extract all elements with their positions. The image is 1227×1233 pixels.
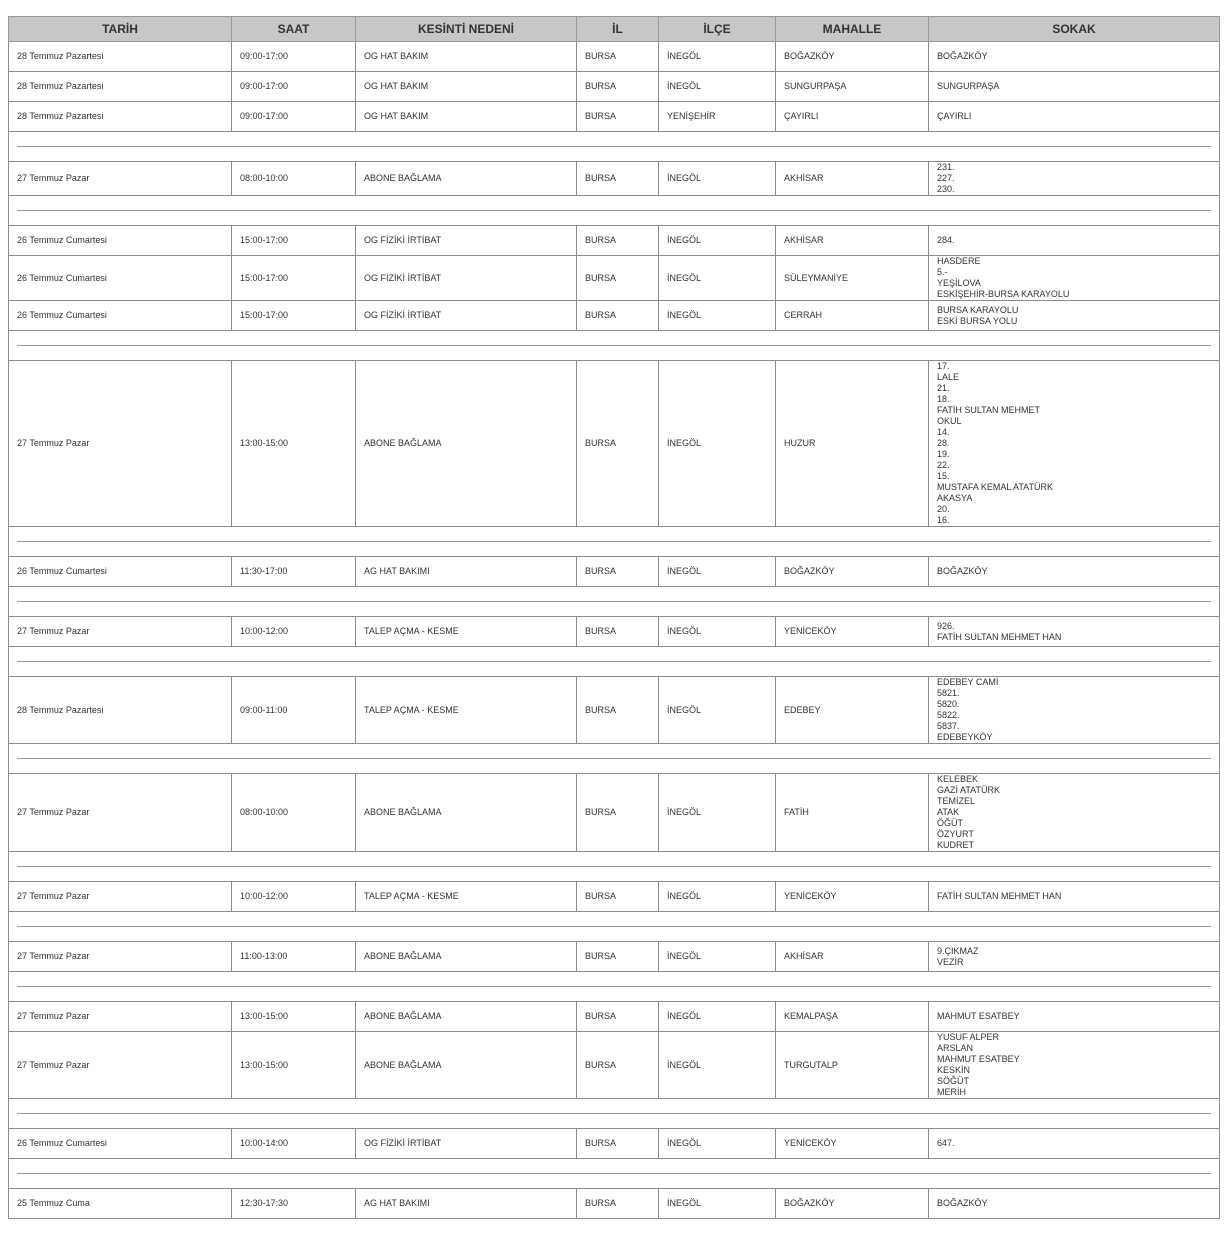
cell-il: BURSA <box>577 774 659 852</box>
cell-saat: 11:00-13:00 <box>232 942 356 972</box>
cell-mahalle: BOĞAZKÖY <box>776 42 929 72</box>
cell-tarih: 26 Temmuz Cumartesi <box>9 256 232 301</box>
cell-mahalle: EDEBEY <box>776 677 929 744</box>
cell-tarih: 28 Temmuz Pazartesi <box>9 42 232 72</box>
street-name: MAHMUT ESATBEY <box>937 1054 1020 1064</box>
cell-mahalle: YENİCEKÖY <box>776 1129 929 1159</box>
cell-sokak <box>929 1032 1220 1099</box>
street-name: MERİH <box>937 1087 966 1097</box>
street-name: ARSLAN <box>937 1043 974 1053</box>
cell-il: BURSA <box>577 226 659 256</box>
cell-sokak <box>929 557 1220 587</box>
separator-row <box>9 587 1220 617</box>
street-name: EDEBEY CAMİ <box>937 677 999 687</box>
cell-sokak <box>929 1002 1220 1032</box>
separator-cell <box>9 587 1220 617</box>
cell-saat: 10:00-12:00 <box>232 882 356 912</box>
separator-cell <box>9 647 1220 677</box>
cell-mahalle: HUZUR <box>776 361 929 527</box>
header-mahalle: MAHALLE <box>776 17 929 42</box>
street-name: 22. <box>937 460 950 470</box>
separator-cell <box>9 1099 1220 1129</box>
cell-sokak <box>929 72 1220 102</box>
cell-kesinti-nedeni: ABONE BAĞLAMA <box>356 162 577 196</box>
cell-ilce: İNEGÖL <box>659 677 776 744</box>
cell-mahalle: BOĞAZKÖY <box>776 557 929 587</box>
street-name: 227. <box>937 173 955 183</box>
street-name: ÖĞÜT <box>937 818 963 828</box>
cell-kesinti-nedeni: OG FİZİKİ İRTİBAT <box>356 301 577 331</box>
cell-tarih: 26 Temmuz Cumartesi <box>9 1129 232 1159</box>
separator-row <box>9 972 1220 1002</box>
cell-ilce: İNEGÖL <box>659 72 776 102</box>
cell-sokak <box>929 102 1220 132</box>
table-row <box>9 617 1220 647</box>
cell-kesinti-nedeni: ABONE BAĞLAMA <box>356 361 577 527</box>
street-name: FATİH SULTAN MEHMET HAN <box>937 891 1062 901</box>
table-row <box>9 1189 1220 1219</box>
street-name: 5822. <box>937 710 960 720</box>
header-sokak: SOKAK <box>929 17 1220 42</box>
cell-il: BURSA <box>577 102 659 132</box>
cell-kesinti-nedeni: ABONE BAĞLAMA <box>356 774 577 852</box>
cell-sokak <box>929 301 1220 331</box>
separator-line <box>17 1113 1211 1114</box>
cell-kesinti-nedeni: ABONE BAĞLAMA <box>356 1032 577 1099</box>
cell-sokak <box>929 361 1220 527</box>
cell-mahalle: SUNGURPAŞA <box>776 72 929 102</box>
cell-ilce: İNEGÖL <box>659 1189 776 1219</box>
cell-tarih: 28 Temmuz Pazartesi <box>9 72 232 102</box>
street-name: TEMİZEL <box>937 796 976 806</box>
cell-sokak <box>929 226 1220 256</box>
cell-tarih: 26 Temmuz Cumartesi <box>9 226 232 256</box>
street-name: 5821. <box>937 688 960 698</box>
cell-sokak <box>929 882 1220 912</box>
separator-row <box>9 527 1220 557</box>
table-row <box>9 1032 1220 1099</box>
cell-ilce: İNEGÖL <box>659 256 776 301</box>
street-name: SUNGURPAŞA <box>937 81 1000 91</box>
cell-saat: 13:00-15:00 <box>232 1002 356 1032</box>
table-row <box>9 882 1220 912</box>
cell-sokak <box>929 1189 1220 1219</box>
cell-sokak <box>929 42 1220 72</box>
cell-mahalle: AKHİSAR <box>776 942 929 972</box>
cell-saat: 09:00-11:00 <box>232 677 356 744</box>
separator-line <box>17 541 1211 542</box>
cell-mahalle: TURGUTALP <box>776 1032 929 1099</box>
cell-il: BURSA <box>577 162 659 196</box>
separator-line <box>17 146 1211 147</box>
cell-sokak <box>929 774 1220 852</box>
cell-tarih: 27 Temmuz Pazar <box>9 162 232 196</box>
street-name: 5.- <box>937 267 948 277</box>
cell-kesinti-nedeni: OG FİZİKİ İRTİBAT <box>356 256 577 301</box>
cell-kesinti-nedeni: OG HAT BAKIM <box>356 72 577 102</box>
cell-ilce: İNEGÖL <box>659 1032 776 1099</box>
street-name: SÖĞÜT <box>937 1076 970 1086</box>
cell-ilce: İNEGÖL <box>659 942 776 972</box>
street-name: LALE <box>937 372 960 382</box>
table-row <box>9 42 1220 72</box>
street-name: 231. <box>937 162 955 172</box>
header-kesinti-nedeni: KESİNTİ NEDENİ <box>356 17 577 42</box>
street-name: 9.ÇIKMAZ <box>937 945 979 956</box>
cell-ilce: İNEGÖL <box>659 361 776 527</box>
cell-tarih: 27 Temmuz Pazar <box>9 882 232 912</box>
cell-kesinti-nedeni: TALEP AÇMA - KESME <box>356 617 577 647</box>
cell-il: BURSA <box>577 1002 659 1032</box>
cell-saat: 12:30-17:30 <box>232 1189 356 1219</box>
table-row <box>9 1129 1220 1159</box>
street-name: MAHMUT ESATBEY <box>937 1011 1020 1021</box>
street-name: VEZİR <box>937 956 964 967</box>
separator-row <box>9 331 1220 361</box>
cell-tarih: 28 Temmuz Pazartesi <box>9 102 232 132</box>
cell-tarih: 27 Temmuz Pazar <box>9 617 232 647</box>
cell-tarih: 28 Temmuz Pazartesi <box>9 677 232 744</box>
table-row <box>9 774 1220 852</box>
cell-il: BURSA <box>577 617 659 647</box>
cell-il: BURSA <box>577 1032 659 1099</box>
cell-tarih: 27 Temmuz Pazar <box>9 1002 232 1032</box>
street-name: OKUL <box>937 416 962 426</box>
cell-ilce: İNEGÖL <box>659 1129 776 1159</box>
street-name: FATİH SULTAN MEHMET HAN <box>937 631 1062 642</box>
separator-cell <box>9 972 1220 1002</box>
separator-line <box>17 1173 1211 1174</box>
street-name: 647. <box>937 1138 955 1148</box>
cell-tarih: 27 Temmuz Pazar <box>9 1032 232 1099</box>
cell-il: BURSA <box>577 256 659 301</box>
cell-saat: 13:00-15:00 <box>232 1032 356 1099</box>
cell-saat: 10:00-14:00 <box>232 1129 356 1159</box>
street-name: EDEBEYKÖY <box>937 732 993 742</box>
separator-cell <box>9 527 1220 557</box>
cell-il: BURSA <box>577 301 659 331</box>
table-row <box>9 361 1220 527</box>
table-row <box>9 677 1220 744</box>
cell-mahalle: AKHİSAR <box>776 162 929 196</box>
separator-line <box>17 210 1211 211</box>
cell-kesinti-nedeni: OG HAT BAKIM <box>356 102 577 132</box>
cell-il: BURSA <box>577 42 659 72</box>
cell-ilce: İNEGÖL <box>659 301 776 331</box>
street-name: 20. <box>937 504 950 514</box>
separator-row <box>9 852 1220 882</box>
cell-saat: 08:00-10:00 <box>232 162 356 196</box>
separator-line <box>17 926 1211 927</box>
cell-ilce: YENİŞEHİR <box>659 102 776 132</box>
street-name: HASDERE <box>937 256 981 266</box>
separator-row <box>9 196 1220 226</box>
cell-sokak <box>929 677 1220 744</box>
street-name: 28. <box>937 438 950 448</box>
table-row <box>9 942 1220 972</box>
separator-line <box>17 866 1211 867</box>
street-name: BOĞAZKÖY <box>937 51 988 61</box>
separator-cell <box>9 196 1220 226</box>
separator-row <box>9 132 1220 162</box>
cell-ilce: İNEGÖL <box>659 617 776 647</box>
street-name: KESKİN <box>937 1065 971 1075</box>
separator-line <box>17 758 1211 759</box>
cell-mahalle: FATİH <box>776 774 929 852</box>
separator-row <box>9 744 1220 774</box>
cell-mahalle: BOĞAZKÖY <box>776 1189 929 1219</box>
street-name: BOĞAZKÖY <box>937 566 988 576</box>
cell-kesinti-nedeni: TALEP AÇMA - KESME <box>356 677 577 744</box>
street-name: 21. <box>937 383 950 393</box>
separator-row <box>9 912 1220 942</box>
header-il: İL <box>577 17 659 42</box>
table-row <box>9 301 1220 331</box>
cell-tarih: 26 Temmuz Cumartesi <box>9 557 232 587</box>
cell-ilce: İNEGÖL <box>659 226 776 256</box>
street-name: AKASYA <box>937 493 973 503</box>
cell-sokak <box>929 256 1220 301</box>
street-name: GAZİ ATATÜRK <box>937 785 1001 795</box>
separator-row <box>9 1099 1220 1129</box>
street-name: FATİH SULTAN MEHMET <box>937 405 1041 415</box>
street-name: ESKİ BURSA YOLU <box>937 315 1018 326</box>
separator-line <box>17 986 1211 987</box>
street-name: BURSA KARAYOLU <box>937 304 1019 315</box>
table-row <box>9 557 1220 587</box>
street-name: 15. <box>937 471 950 481</box>
cell-mahalle: YENİCEKÖY <box>776 882 929 912</box>
table-row <box>9 162 1220 196</box>
cell-kesinti-nedeni: AG HAT BAKIMI <box>356 557 577 587</box>
cell-saat: 15:00-17:00 <box>232 226 356 256</box>
separator-line <box>17 661 1211 662</box>
street-name: ESKİŞEHİR-BURSA KARAYOLU <box>937 289 1070 299</box>
cell-ilce: İNEGÖL <box>659 774 776 852</box>
street-name: BOĞAZKÖY <box>937 1198 988 1208</box>
table-row <box>9 256 1220 301</box>
cell-il: BURSA <box>577 1189 659 1219</box>
street-name: 5837. <box>937 721 960 731</box>
cell-mahalle: KEMALPAŞA <box>776 1002 929 1032</box>
cell-sokak <box>929 942 1220 972</box>
cell-ilce: İNEGÖL <box>659 882 776 912</box>
cell-mahalle: SÜLEYMANİYE <box>776 256 929 301</box>
street-name: ÖZYURT <box>937 829 974 839</box>
cell-saat: 15:00-17:00 <box>232 301 356 331</box>
street-name: KELEBEK <box>937 774 979 784</box>
separator-cell <box>9 1159 1220 1189</box>
cell-saat: 15:00-17:00 <box>232 256 356 301</box>
street-name: 17. <box>937 361 950 371</box>
cell-kesinti-nedeni: ABONE BAĞLAMA <box>356 942 577 972</box>
street-name: ATAK <box>937 807 960 817</box>
street-name: MUSTAFA KEMAL ATATÜRK <box>937 482 1054 492</box>
table-row <box>9 226 1220 256</box>
cell-saat: 08:00-10:00 <box>232 774 356 852</box>
cell-sokak <box>929 162 1220 196</box>
street-name: 19. <box>937 449 950 459</box>
cell-tarih: 25 Temmuz Cuma <box>9 1189 232 1219</box>
street-name: 230. <box>937 184 955 194</box>
table-row <box>9 1002 1220 1032</box>
cell-il: BURSA <box>577 942 659 972</box>
cell-tarih: 27 Temmuz Pazar <box>9 361 232 527</box>
header-tarih: TARİH <box>9 17 232 42</box>
street-name: 14. <box>937 427 950 437</box>
table-row <box>9 72 1220 102</box>
cell-ilce: İNEGÖL <box>659 162 776 196</box>
cell-saat: 09:00-17:00 <box>232 72 356 102</box>
outage-table <box>8 16 1220 1219</box>
separator-line <box>17 601 1211 602</box>
cell-kesinti-nedeni: OG HAT BAKIM <box>356 42 577 72</box>
cell-kesinti-nedeni: ABONE BAĞLAMA <box>356 1002 577 1032</box>
street-name: 5820. <box>937 699 960 709</box>
street-name: 926. <box>937 620 955 631</box>
cell-tarih: 26 Temmuz Cumartesi <box>9 301 232 331</box>
cell-il: BURSA <box>577 72 659 102</box>
cell-saat: 10:00-12:00 <box>232 617 356 647</box>
cell-il: BURSA <box>577 557 659 587</box>
street-name: ÇAYIRLI <box>937 111 972 121</box>
street-name: YEŞİLOVA <box>937 278 981 288</box>
cell-mahalle: AKHİSAR <box>776 226 929 256</box>
cell-kesinti-nedeni: OG FİZİKİ İRTİBAT <box>356 1129 577 1159</box>
cell-il: BURSA <box>577 1129 659 1159</box>
cell-ilce: İNEGÖL <box>659 1002 776 1032</box>
cell-il: BURSA <box>577 361 659 527</box>
separator-cell <box>9 852 1220 882</box>
table-body <box>9 42 1220 1219</box>
cell-saat: 11:30-17:00 <box>232 557 356 587</box>
cell-kesinti-nedeni: OG FİZİKİ İRTİBAT <box>356 226 577 256</box>
cell-saat: 09:00-17:00 <box>232 42 356 72</box>
header-saat: SAAT <box>232 17 356 42</box>
cell-kesinti-nedeni: AG HAT BAKIMI <box>356 1189 577 1219</box>
separator-row <box>9 647 1220 677</box>
cell-mahalle: YENİCEKÖY <box>776 617 929 647</box>
header-ilce: İLÇE <box>659 17 776 42</box>
cell-ilce: İNEGÖL <box>659 557 776 587</box>
header-row <box>9 17 1220 42</box>
cell-il: BURSA <box>577 677 659 744</box>
street-name: 16. <box>937 515 950 525</box>
table-row <box>9 102 1220 132</box>
street-name: 284. <box>937 235 955 245</box>
cell-mahalle: CERRAH <box>776 301 929 331</box>
cell-tarih: 27 Temmuz Pazar <box>9 942 232 972</box>
separator-cell <box>9 912 1220 942</box>
cell-il: BURSA <box>577 882 659 912</box>
cell-ilce: İNEGÖL <box>659 42 776 72</box>
cell-saat: 13:00-15:00 <box>232 361 356 527</box>
separator-line <box>17 345 1211 346</box>
cell-saat: 09:00-17:00 <box>232 102 356 132</box>
separator-cell <box>9 132 1220 162</box>
separator-cell <box>9 744 1220 774</box>
cell-sokak <box>929 617 1220 647</box>
cell-kesinti-nedeni: TALEP AÇMA - KESME <box>356 882 577 912</box>
street-name: 18. <box>937 394 950 404</box>
cell-mahalle: ÇAYIRLI <box>776 102 929 132</box>
cell-tarih: 27 Temmuz Pazar <box>9 774 232 852</box>
cell-sokak <box>929 1129 1220 1159</box>
separator-row <box>9 1159 1220 1189</box>
street-name: YUSUF ALPER <box>937 1032 1000 1042</box>
separator-cell <box>9 331 1220 361</box>
street-name: KUDRET <box>937 840 975 850</box>
